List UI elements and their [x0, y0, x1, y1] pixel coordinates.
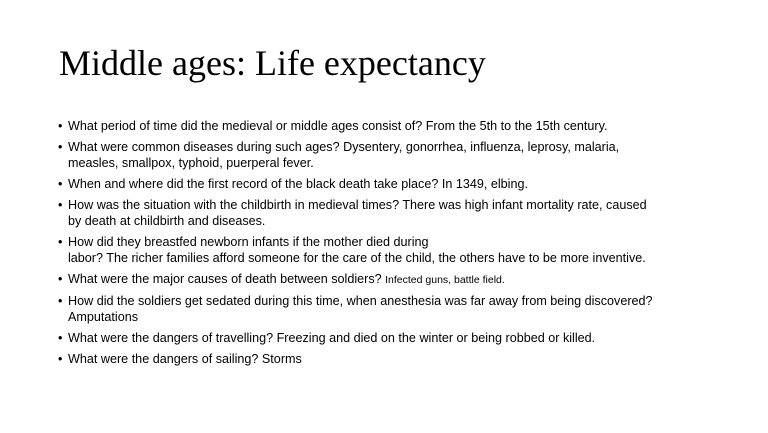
bullet-dot: • [58, 198, 63, 212]
bullet-text: How did the soldiers get sedated during this time, when anesthesia was far away from being discovered? [68, 294, 653, 308]
bullet-item-childbirth [58, 197, 718, 229]
bullet-dot: • [58, 177, 63, 191]
bullet-text-continued: by death at childbirth and diseases. [68, 214, 266, 228]
bullet-dot: • [58, 352, 63, 366]
bullet-item-breastfeeding [58, 234, 718, 266]
bullet-answer-small: Infected guns, battle field. [385, 274, 505, 286]
bullet-text: When and where did the first record of the black death take place? In 1349, elbing. [68, 177, 528, 191]
bullet-text [68, 271, 718, 288]
bullet-text: What were the dangers of sailing? Storms [68, 352, 302, 366]
bullet-item-soldier-deaths [58, 271, 718, 288]
bullet-item-sailing [58, 351, 718, 367]
bullet-text-continued: labor? The richer families afford someone for the care of the child, the others have to be more inventive. [68, 251, 646, 265]
bullet-dot: • [58, 119, 63, 133]
bullet-question: What were the major causes of death between soldiers? [68, 272, 386, 286]
bullet-text: How was the situation with the childbirth in medieval times? There was high infant mortality rate, caused [68, 198, 647, 212]
bullet-text: What period of time did the medieval or middle ages consist of? From the 5th to the 15th century. [68, 119, 608, 133]
bullet-dot: • [58, 294, 63, 308]
slide-title: Middle ages: Life expectancy [59, 43, 486, 83]
bullet-list [58, 118, 718, 372]
bullet-item-black-death [58, 176, 718, 192]
bullet-text-continued: Amputations [68, 310, 139, 324]
bullet-dot: • [58, 140, 63, 154]
bullet-dot: • [58, 331, 63, 345]
bullet-text-continued: measles, smallpox, typhoid, puerperal fever. [68, 156, 314, 170]
bullet-item-period [58, 118, 718, 134]
bullet-item-diseases [58, 139, 718, 171]
bullet-dot: • [58, 272, 63, 286]
bullet-item-sedation [58, 293, 718, 325]
bullet-text: What were the dangers of travelling? Freezing and died on the winter or being robbed or killed. [68, 331, 596, 345]
bullet-text: How did they breastfed newborn infants if the mother died during [68, 235, 429, 249]
bullet-text: What were common diseases during such ages? Dysentery, gonorrhea, influenza, leprosy, malaria, [68, 140, 620, 154]
bullet-item-travelling [58, 330, 718, 346]
bullet-dot: • [58, 235, 63, 249]
